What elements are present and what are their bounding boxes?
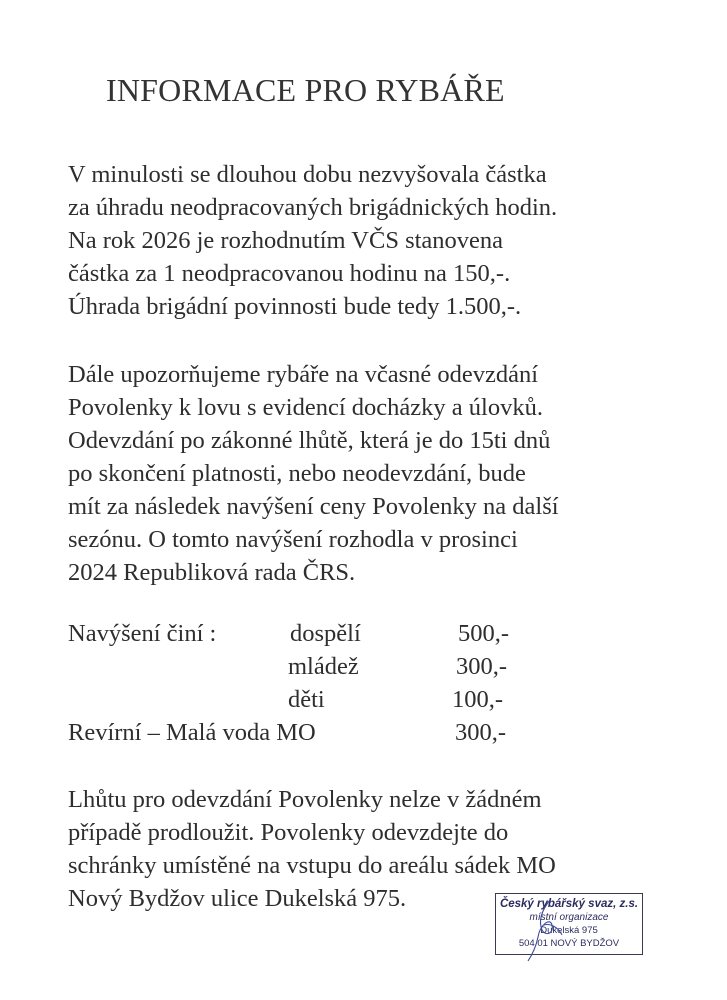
text-line: Na rok 2026 je rozhodnutím VČS stanovena bbox=[68, 227, 504, 254]
paragraph-brigade-fee bbox=[68, 158, 557, 323]
fee-label: Revírní – Malá voda MO bbox=[68, 719, 316, 746]
text-line: Úhrada brigádní povinnosti bude tedy 1.500,-. bbox=[68, 293, 522, 320]
text-line: sezónu. O tomto navýšení rozhodla v prosinci bbox=[68, 526, 518, 553]
fee-label: Navýšení činí : bbox=[68, 620, 217, 647]
fee-amount: 300,- bbox=[456, 653, 508, 680]
text-line: Odevzdání po zákonné lhůtě, která je do 15ti dnů bbox=[68, 427, 551, 454]
stamp-org-name: Český rybářský svaz, z.s. bbox=[499, 898, 639, 910]
fee-amount: 100,- bbox=[452, 686, 504, 713]
fee-category: dospělí bbox=[290, 620, 361, 647]
stamp-street: Dukelská 975 bbox=[540, 925, 598, 936]
stamp-branch: místní organizace bbox=[529, 912, 609, 923]
fee-amount: 300,- bbox=[455, 719, 507, 746]
text-line: Nový Bydžov ulice Dukelská 975. bbox=[68, 885, 407, 912]
text-line: 2024 Republiková rada ČRS. bbox=[68, 559, 356, 586]
fee-category: děti bbox=[288, 686, 325, 713]
text-line: částka za 1 neodpracovanou hodinu na 150,-. bbox=[68, 260, 511, 287]
page-title: INFORMACE PRO RYBÁŘE bbox=[106, 72, 505, 108]
stamp-city: 504 01 NOVÝ BYDŽOV bbox=[518, 938, 620, 949]
fee-category: mládež bbox=[288, 653, 359, 680]
text-line: Povolenky k lovu s evidencí docházky a úlovků. bbox=[68, 394, 543, 421]
text-line: za úhradu neodpracovaných brigádnických hodin. bbox=[68, 194, 558, 221]
text-line: V minulosti se dlouhou dobu nezvyšovala částka bbox=[68, 161, 547, 188]
text-line: po skončení platnosti, nebo neodevzdání, bude bbox=[68, 460, 526, 487]
text-line: případě prodloužit. Povolenky odevzdejte do bbox=[68, 819, 509, 846]
paragraph-permit-return bbox=[68, 358, 559, 589]
organization-stamp bbox=[495, 893, 643, 955]
text-line: Dále upozorňujeme rybáře na včasné odevzdání bbox=[68, 361, 539, 388]
text-line: mít za následek navýšení ceny Povolenky na další bbox=[68, 493, 559, 520]
text-line: schránky umístěné na vstupu do areálu sádek MO bbox=[68, 852, 556, 879]
fee-amount: 500,- bbox=[458, 620, 510, 647]
text-line: Lhůtu pro odevzdání Povolenky nelze v žádném bbox=[68, 786, 542, 813]
paragraph-deadline bbox=[68, 783, 556, 915]
